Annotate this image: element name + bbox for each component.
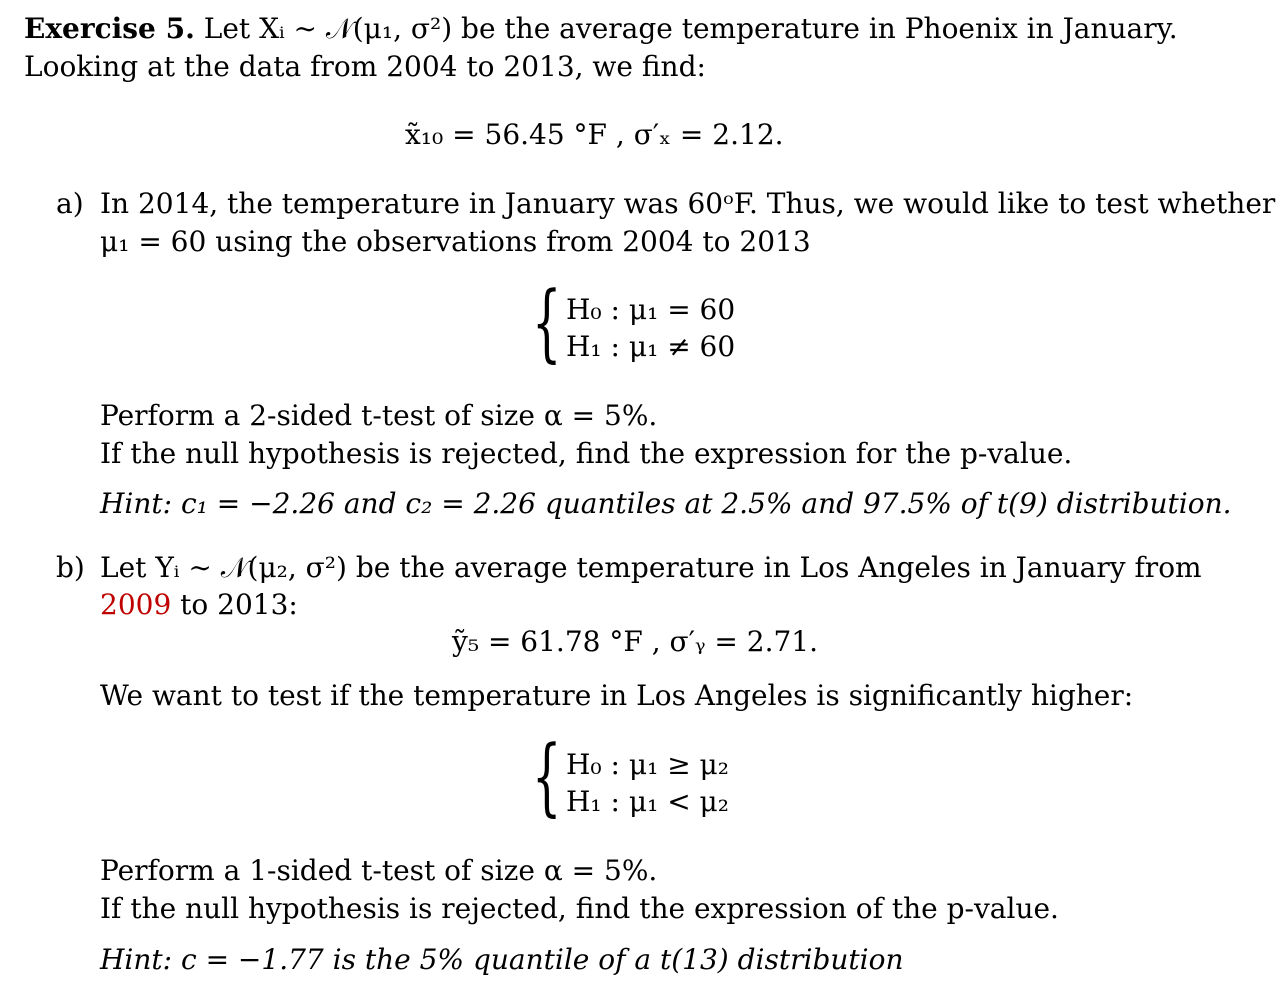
part-a-marker: a) bbox=[56, 187, 84, 220]
part-b-line-2-rest: to 2013: bbox=[171, 588, 298, 621]
part-b-left-brace: { bbox=[532, 727, 562, 825]
part-a-alternative-hypothesis: H₁ : μ₁ ≠ 60 bbox=[566, 330, 736, 363]
phoenix-stats-equation: x̃₁₀ = 56.45 °F , σ′ₓ = 2.12. bbox=[405, 118, 784, 151]
part-b-perform-test: Perform a 1-sided t-test of size α = 5%. bbox=[100, 854, 658, 887]
part-a-left-brace: { bbox=[532, 273, 562, 371]
exercise-intro-line-2: Looking at the data from 2004 to 2013, we find: bbox=[24, 50, 706, 83]
part-a-null-hypothesis: H₀ : μ₁ = 60 bbox=[566, 293, 736, 326]
los-angeles-stats-equation: ỹ₅ = 61.78 °F , σ′ᵧ = 2.71. bbox=[452, 625, 819, 658]
exercise-intro-line-1 bbox=[24, 11, 1178, 47]
part-b-marker: b) bbox=[56, 551, 85, 584]
part-b-line-2 bbox=[100, 587, 298, 623]
part-b-p-value-instruction: If the null hypothesis is rejected, find the expression of the p-value. bbox=[100, 892, 1059, 925]
part-b-null-hypothesis: H₀ : μ₁ ≥ μ₂ bbox=[566, 748, 729, 781]
exercise-intro-text: Let Xᵢ ∼ 𝒩(μ₁, σ²) be the average temperature in Phoenix in January. bbox=[203, 12, 1178, 45]
part-b-alternative-hypothesis: H₁ : μ₁ < μ₂ bbox=[566, 785, 729, 818]
part-b-start-year: 2009 bbox=[100, 588, 172, 621]
part-a-hint: Hint: c₁ = −2.26 and c₂ = 2.26 quantiles at 2.5% and 97.5% of t(9) distribution. bbox=[100, 487, 1232, 520]
part-a-line-2: μ₁ = 60 using the observations from 2004 to 2013 bbox=[100, 225, 811, 258]
part-b-research-question: We want to test if the temperature in Los Angeles is significantly higher: bbox=[100, 679, 1134, 712]
part-b-hint: Hint: c = −1.77 is the 5% quantile of a t(13) distribution bbox=[100, 943, 904, 976]
part-b-line-1: Let Yᵢ ∼ 𝒩(μ₂, σ²) be the average temperature in Los Angeles in January from bbox=[100, 551, 1202, 584]
exercise-heading: Exercise 5. bbox=[24, 12, 195, 45]
part-a-p-value-instruction: If the null hypothesis is rejected, find the expression for the p-value. bbox=[100, 437, 1073, 470]
part-a-perform-test: Perform a 2-sided t-test of size α = 5%. bbox=[100, 399, 658, 432]
part-a-line-1: In 2014, the temperature in January was 60ᵒF. Thus, we would like to test whether bbox=[100, 187, 1276, 220]
